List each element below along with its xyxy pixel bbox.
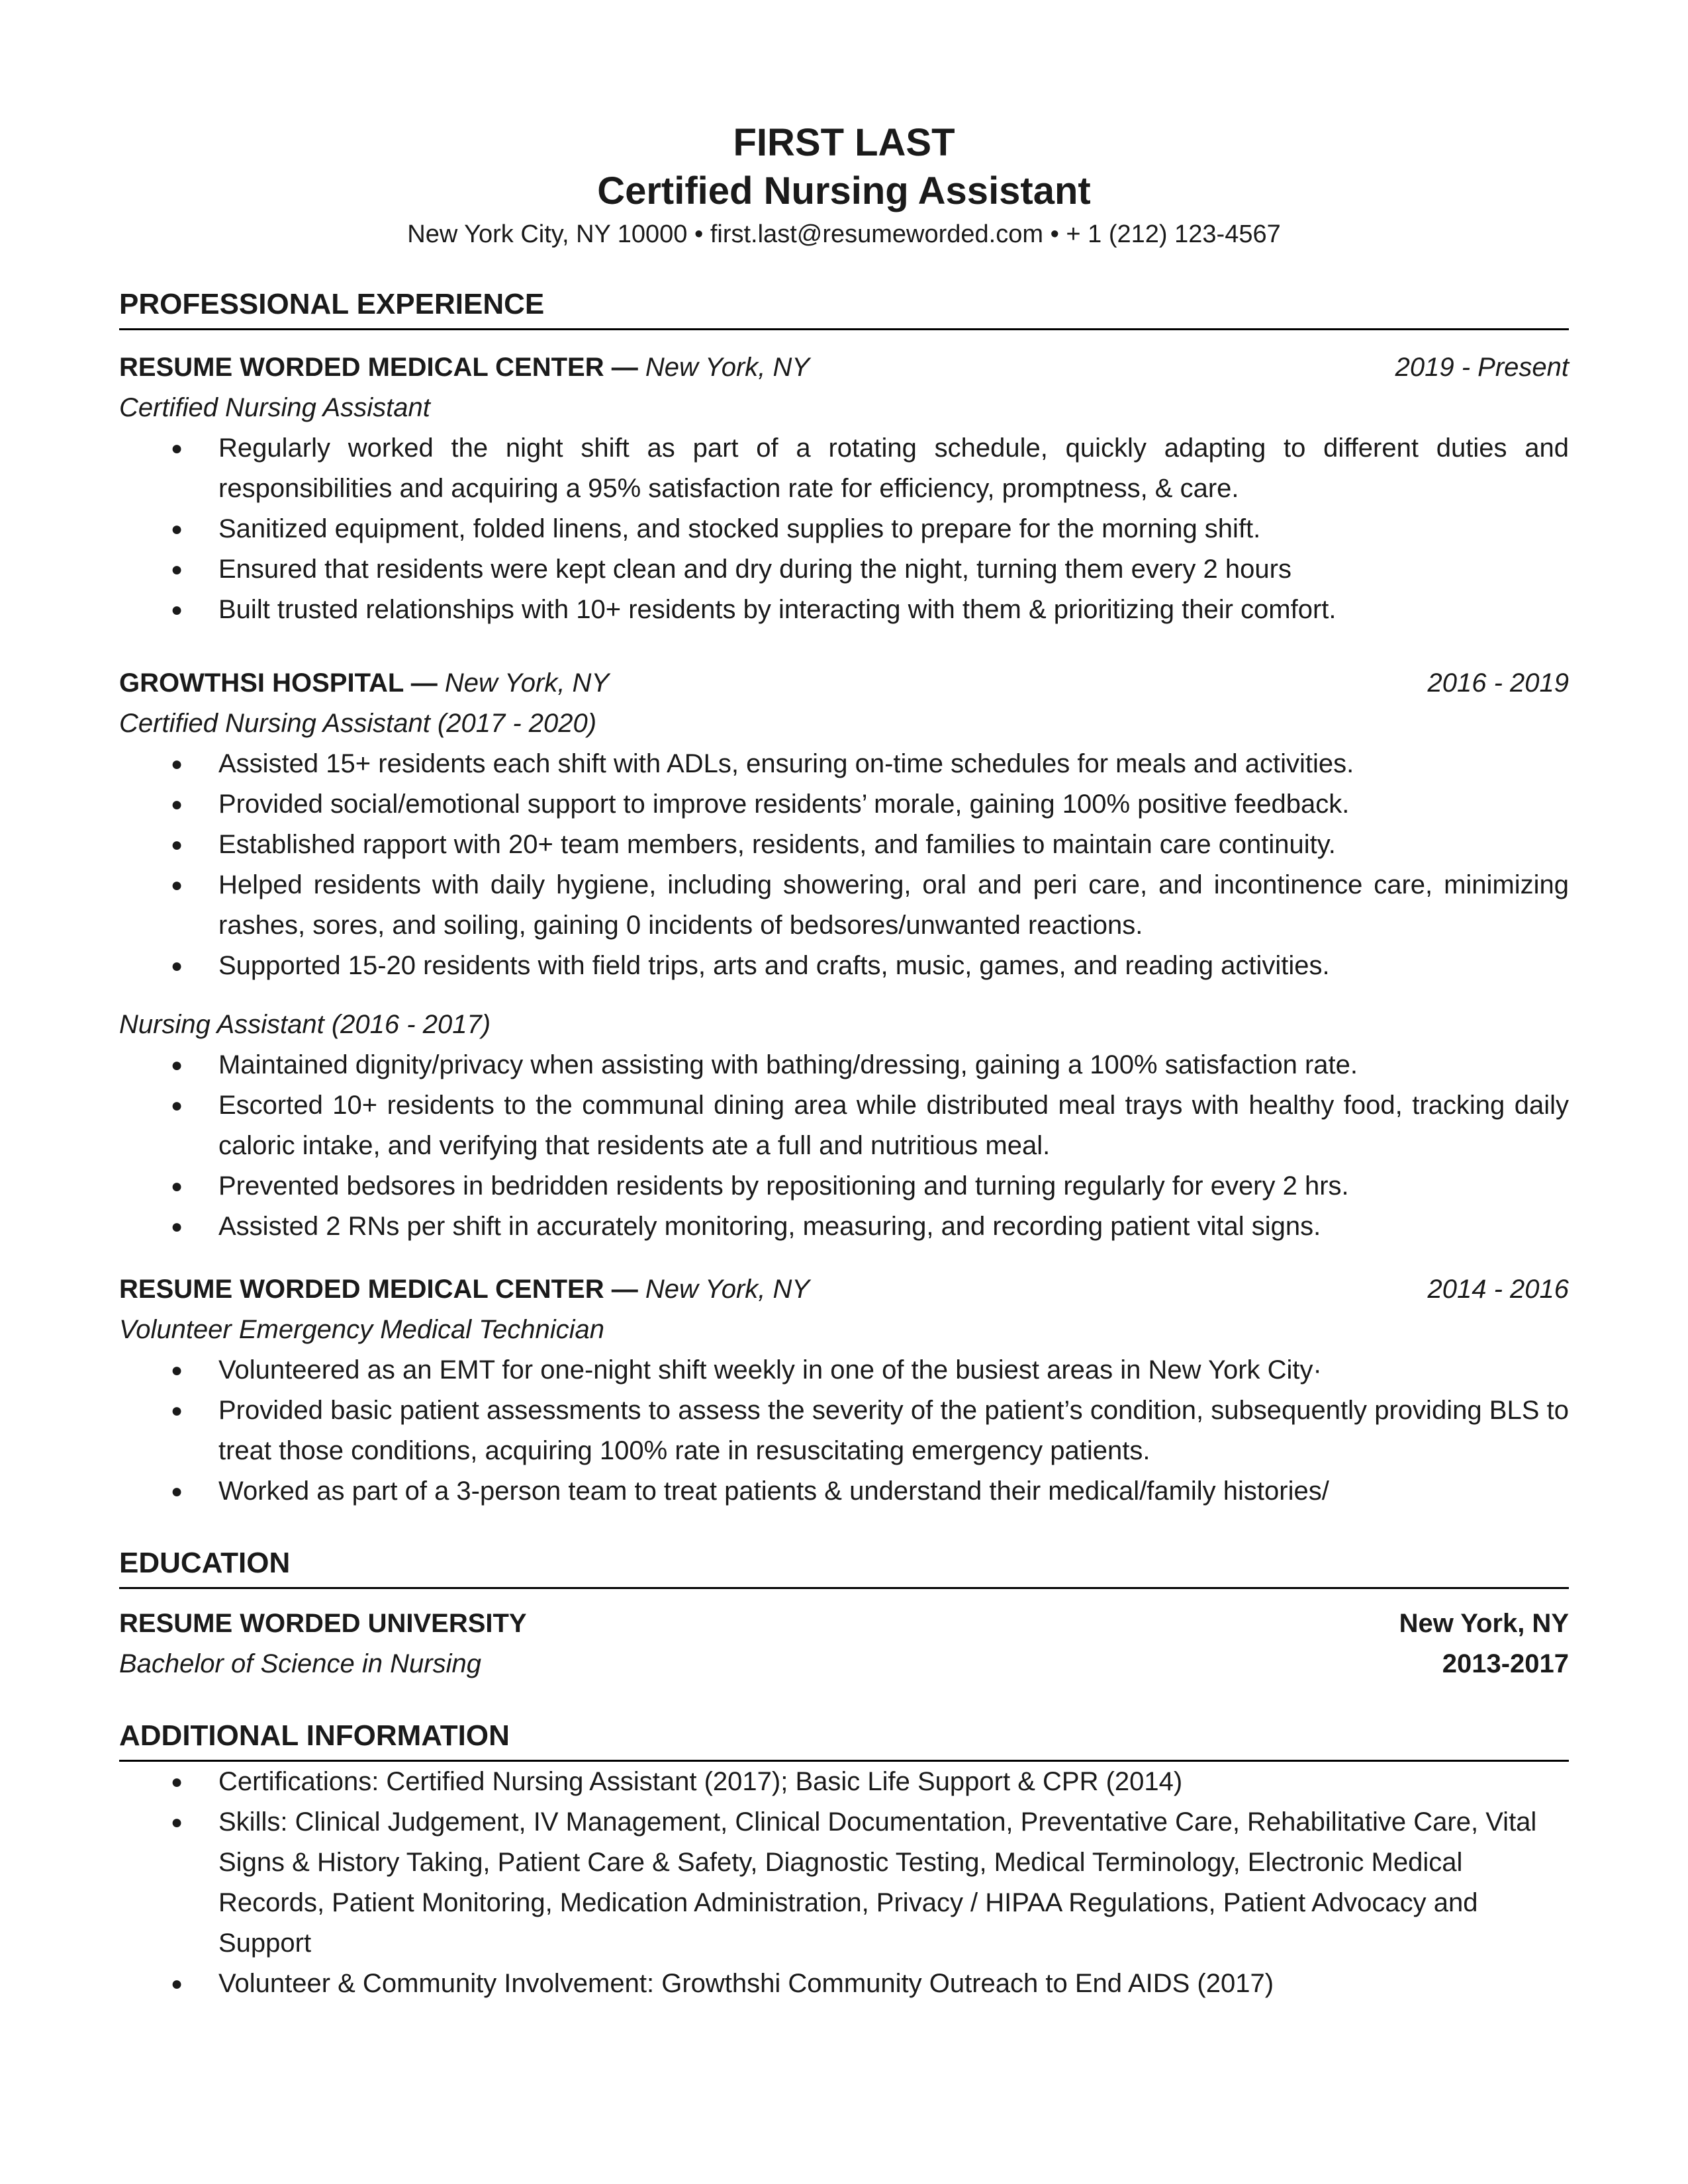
job-location: New York, NY: [645, 1275, 810, 1304]
job-location: New York, NY: [444, 668, 610, 698]
bullet-icon: ●: [171, 1771, 183, 1793]
bullet-item: ● Provided social/emotional support to improve residents’ morale, gaining 100% positive feedback.: [119, 784, 1569, 825]
bullet-item: ● Helped residents with daily hygiene, including showering, oral and peri care, and incontinence care, minimizing rashes, sores, and soiling, gaining 0 incidents of bedsores/unwanted reactions.: [119, 865, 1569, 946]
bullet-item: ● Supported 15-20 residents with field trips, arts and crafts, music, games, and reading activities.: [119, 946, 1569, 986]
job-entry: [119, 347, 1569, 630]
job-dates: 2016 - 2019: [1427, 668, 1569, 698]
bullet-item: ● Maintained dignity/privacy when assisting with bathing/dressing, gaining a 100% satisfaction rate.: [119, 1045, 1569, 1085]
bullet-item: ● Built trusted relationships with 10+ residents by interacting with them & prioritizing their comfort.: [119, 590, 1569, 630]
bullet-icon: ●: [171, 1175, 183, 1197]
job-role: Certified Nursing Assistant: [119, 393, 430, 422]
candidate-name: FIRST LAST: [733, 121, 955, 164]
bullet-item: ● Certifications: Certified Nursing Assistant (2017); Basic Life Support & CPR (2014): [119, 1762, 1569, 1802]
bullet-icon: ●: [171, 1973, 183, 1995]
bullet-icon: ●: [171, 874, 183, 896]
job-bullets: [119, 1350, 1569, 1512]
bullet-item: ● Ensured that residents were kept clean and dry during the night, turning them every 2 hours: [119, 549, 1569, 590]
bullet-item: ● Prevented bedsores in bedridden residents by repositioning and turning regularly for every 2 hrs.: [119, 1166, 1569, 1206]
bullet-icon: ●: [171, 834, 183, 856]
bullet-icon: ●: [171, 1400, 183, 1422]
bullet-item: ● Volunteer & Community Involvement: Growthshi Community Outreach to End AIDS (2017): [119, 1964, 1569, 2004]
bullet-icon: ●: [171, 1480, 183, 1502]
contact-line: New York City, NY 10000 • first.last@resumeworded.com • + 1 (212) 123-4567: [407, 220, 1281, 248]
job-role: Volunteer Emergency Medical Technician: [119, 1315, 604, 1344]
bullet-item: ● Regularly worked the night shift as part of a rotating schedule, quickly adapting to different duties and responsibilities and acquiring a 95% satisfaction rate for efficiency, promptness, & care.: [119, 428, 1569, 509]
bullet-icon: ●: [171, 1359, 183, 1381]
candidate-title: Certified Nursing Assistant: [597, 169, 1091, 212]
additional-heading: ADDITIONAL INFORMATION: [119, 1719, 1569, 1762]
bullet-icon: ●: [171, 518, 183, 540]
bullet-icon: ●: [171, 753, 183, 775]
experience-heading: PROFESSIONAL EXPERIENCE: [119, 287, 1569, 330]
bullet-item: ● Established rapport with 20+ team members, residents, and families to maintain care continuity.: [119, 825, 1569, 865]
job-entry: [119, 1269, 1569, 1512]
education-heading: EDUCATION: [119, 1546, 1569, 1589]
job-bullets: [119, 1045, 1569, 1247]
bullet-item: ● Sanitized equipment, folded linens, and stocked supplies to prepare for the morning shift.: [119, 509, 1569, 549]
bullet-icon: ●: [171, 1095, 183, 1116]
job-role: Nursing Assistant (2016 - 2017): [119, 1010, 491, 1039]
job-header: [119, 663, 1569, 704]
bullet-icon: ●: [171, 1054, 183, 1076]
job-bullets: [119, 744, 1569, 986]
bullet-item: ● Volunteered as an EMT for one-night shift weekly in one of the busiest areas in New York City·: [119, 1350, 1569, 1390]
job-role: Certified Nursing Assistant (2017 - 2020): [119, 709, 597, 738]
job-entry: [119, 663, 1569, 1247]
bullet-item: ● Escorted 10+ residents to the communal dining area while distributed meal trays with healthy food, tracking daily caloric intake, and verifying that residents ate a full and nutritious meal.: [119, 1085, 1569, 1166]
bullet-icon: ●: [171, 794, 183, 815]
bullet-icon: ●: [171, 955, 183, 977]
school-location: New York, NY: [1399, 1609, 1569, 1638]
bullet-icon: ●: [171, 1216, 183, 1238]
additional-bullets: [119, 1762, 1569, 2004]
school-name: RESUME WORDED UNIVERSITY: [119, 1609, 527, 1638]
job-location: New York, NY: [645, 353, 810, 382]
job-dates: 2014 - 2016: [1427, 1275, 1569, 1304]
degree: Bachelor of Science in Nursing: [119, 1649, 481, 1678]
bullet-item: ● Skills: Clinical Judgement, IV Management, Clinical Documentation, Preventative Care, Rehabilitative Care, Vital Signs & History Taking, Patient Care & Safety, Diagnostic Testing, Medical Terminology, Electronic Medical Records, Patient Monitoring, Medication Administration, Privacy / HIPAA Regulations, Patient Advocacy and Support: [119, 1802, 1569, 1964]
bullet-item: ● Worked as part of a 3-person team to treat patients & understand their medical/family histories/: [119, 1471, 1569, 1512]
resume-page: [119, 119, 1569, 2004]
job-dates: 2019 - Present: [1395, 353, 1569, 382]
company-name: RESUME WORDED MEDICAL CENTER —: [119, 353, 638, 382]
bullet-icon: ●: [171, 1811, 183, 1833]
job-header: [119, 347, 1569, 388]
education-years: 2013-2017: [1442, 1649, 1569, 1678]
bullet-item: ● Assisted 2 RNs per shift in accurately monitoring, measuring, and recording patient vital signs.: [119, 1206, 1569, 1247]
job-header: [119, 1269, 1569, 1310]
bullet-item: ● Provided basic patient assessments to assess the severity of the patient’s condition, subsequently providing BLS to treat those conditions, acquiring 100% rate in resuscitating emergency patients.: [119, 1390, 1569, 1471]
bullet-icon: ●: [171, 599, 183, 621]
company-name: GROWTHSI HOSPITAL —: [119, 668, 438, 698]
resume-header: [119, 119, 1569, 253]
bullet-icon: ●: [171, 559, 183, 580]
company-name: RESUME WORDED MEDICAL CENTER —: [119, 1275, 638, 1304]
bullet-icon: ●: [171, 437, 183, 459]
bullet-item: ● Assisted 15+ residents each shift with ADLs, ensuring on-time schedules for meals and activities.: [119, 744, 1569, 784]
job-bullets: [119, 428, 1569, 630]
education-entry: [119, 1604, 1569, 1684]
